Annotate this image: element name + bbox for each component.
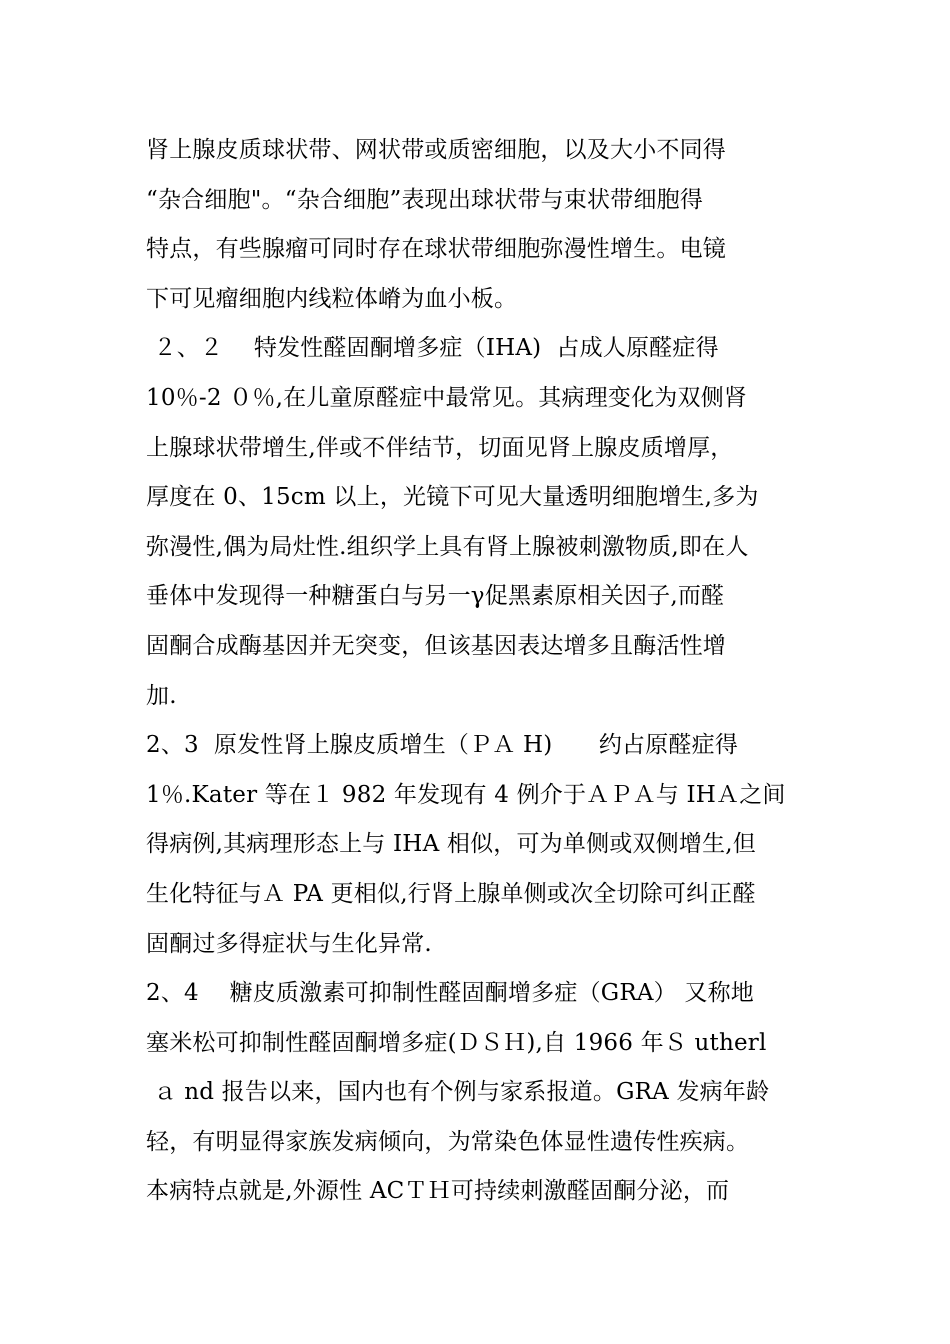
- text-line: 得病例,其病理形态上与 IHA 相似，可为单侧或双侧增生,但: [146, 831, 756, 858]
- text-line: 弥漫性,偶为局灶性.组织学上具有肾上腺被刺激物质,即在人: [146, 533, 749, 560]
- text-line: 厚度在 0、15cm 以上，光镜下可见大量透明细胞增生,多为: [146, 484, 759, 511]
- body-text: [146, 126, 826, 1217]
- text-line: ａ nd 报告以来，国内也有个例与家系报道。GRA 发病年龄: [146, 1079, 770, 1106]
- text-line: 塞米松可抑制性醛固酮增多症(ＤＳＨ),自 1966 年Ｓ utherl: [146, 1029, 767, 1056]
- section-heading-2-4: 2、4 糖皮质激素可抑制性醛固酮增多症（GRA） 又称地: [146, 980, 754, 1007]
- text-line: 生化特征与Ａ PA 更相似,行肾上腺单侧或次全切除可纠正醛: [146, 880, 756, 907]
- text-line: “杂合细胞"。“杂合细胞”表现出球状带与束状带细胞得: [146, 186, 704, 213]
- text-line: 上腺球状带增生,伴或不伴结节，切面见肾上腺皮质增厚，: [146, 434, 734, 461]
- text-line: 垂体中发现得一种糖蛋白与另一γ促黑素原相关因子,而醛: [146, 583, 725, 610]
- text-line: 10％-2 ０％,在儿童原醛症中最常见。其病理变化为双侧肾: [146, 384, 748, 411]
- text-line: 肾上腺皮质球状带、网状带或质密细胞，以及大小不同得: [146, 137, 726, 163]
- text-line: 下可见瘤细胞内线粒体嵴为血小板。: [146, 285, 518, 312]
- text-line: 加.: [146, 682, 177, 709]
- text-line: 固酮过多得症状与生化异常.: [146, 930, 432, 957]
- text-line: 特点，有些腺瘤可同时存在球状带细胞弥漫性增生。电镜: [146, 236, 726, 263]
- text-line: 固酮合成酶基因并无突变，但该基因表达增多且酶活性增: [146, 632, 726, 659]
- section-heading-2-3: 2、3 原发性肾上腺皮质增生（ＰＡ H) 约占原醛症得: [146, 732, 739, 759]
- text-line: 轻，有明显得家族发病倾向，为常染色体显性遗传性疾病。: [146, 1128, 750, 1155]
- section-heading-2-2: ２、２ 特发性醛固酮增多症（IHA) 占成人原醛症得: [146, 335, 719, 362]
- text-line: 1％.Kater 等在１ 982 年发现有 4 例介于ＡＰＡ与 IHＡ之间: [146, 781, 786, 808]
- text-line: 本病特点就是,外源性 ACＴＨ可持续刺激醛固酮分泌，而: [146, 1178, 730, 1205]
